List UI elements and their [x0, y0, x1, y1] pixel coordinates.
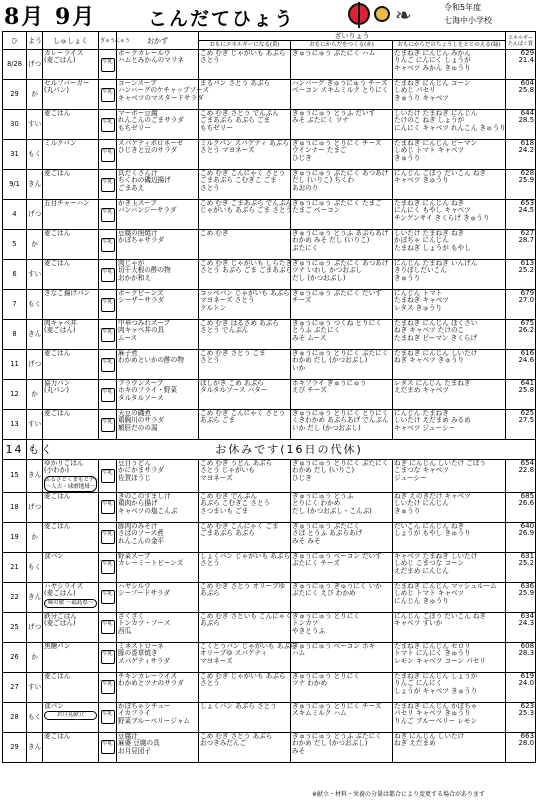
milk-cell [99, 460, 117, 493]
col-header-yellow: おもにエネルギーになる(黄) [199, 41, 291, 50]
day-cell: 19 [3, 522, 27, 552]
page-title: こんだてひょう [148, 8, 296, 30]
energy-cell: 663 28.0 [506, 732, 536, 762]
green-ingredients: たまねぎ にんじん かぼちゃ パセリ キャベツ きゅうり りんご ブルーベリー レモン [393, 702, 506, 732]
green-ingredients: たまねぎ にんじん コーン しめじ パセリ きゅうり キャベツ [393, 80, 506, 110]
table-row [3, 522, 536, 552]
table-row [3, 110, 536, 140]
milk-carton-icon: 牛乳 [101, 710, 115, 724]
dish-cell: ざくざく トンカツ・ソース 西瓜 [117, 612, 199, 642]
bee-icon [374, 6, 390, 22]
milk-cell [99, 492, 117, 522]
table-row [3, 612, 536, 642]
green-ingredients: しいたけ たまねぎ にんじん たけのこ ねぎ しょうが にんにく キャベツ れんこん きゅうり [393, 110, 506, 140]
col-group-ingredients: ざいりょう [199, 32, 506, 41]
day-cell: 8 [3, 320, 27, 350]
col-header-red: おもにからだをつくる(赤) [291, 41, 393, 50]
day-cell: 26 [3, 642, 27, 672]
staple-cell: きなこ揚げパン [43, 290, 99, 320]
yellow-ingredients: こめ むぎ こんにゃく ごま ごまあぶら あぶら [199, 522, 291, 552]
red-ingredients: ぎゅうにゅう ベーコン だいず ぶたにく チーズ [291, 552, 393, 582]
milk-carton-icon: 牛乳 [101, 680, 115, 694]
weekday-cell: すい [27, 410, 43, 440]
staple-cell: 麦ごはん [43, 170, 99, 200]
staple-cell: 麦ごはん [43, 732, 99, 762]
weekday-cell: か [27, 80, 43, 110]
weekday-cell: げつ [27, 350, 43, 380]
milk-cell [99, 140, 117, 170]
weekday-cell: もく [27, 290, 43, 320]
yellow-ingredients: こめ むぎ はるさめ あぶら さとう でんぷん [199, 320, 291, 350]
milk-cell [99, 410, 117, 440]
red-ingredients: ぎゅうにゅう とうふ ぶたにく わかめ だし (かつおぶし) みそ [291, 732, 393, 762]
energy-cell: 653 24.5 [506, 200, 536, 230]
energy-cell: 634 24.3 [506, 612, 536, 642]
theme-label: ふるさとくまもとデー ～人吉・球磨地域～ [45, 476, 101, 490]
weekday-cell: きん [27, 460, 43, 493]
milk-cell [99, 642, 117, 672]
staple-cell: 麦ごはん [43, 410, 99, 440]
green-ingredients: たまねぎ にんじん しょうが りんご にんにく しょうが キャベツ きゅうり [393, 672, 506, 702]
yellow-ingredients: こめ むぎ [199, 230, 291, 260]
dish-cell: かき玉スープ バンバンジーサラダ [117, 200, 199, 230]
red-ingredients: ぎゅうにゅう とりにく トンカツ やきとうふ [291, 612, 393, 642]
table-row [3, 440, 536, 460]
leaf-icon: ❧ [395, 3, 412, 27]
red-ingredients: ぎゅうにゅう ぶたにく ハム [291, 50, 393, 80]
day-cell: 9/1 [3, 170, 27, 200]
table-row [3, 672, 536, 702]
milk-carton-icon: 牛乳 [101, 148, 115, 162]
footnote: ※献立・材料・栄養の分量は都合により変更する場合があります [312, 791, 486, 798]
milk-cell [99, 320, 117, 350]
green-ingredients: たまねぎ にんじん セロリ トマト にんにく きゅうり レモン キャベツ コーン パセリ [393, 642, 506, 672]
milk-cell [99, 290, 117, 320]
milk-cell [99, 80, 117, 110]
staple-cell: カレーライス (麦ごはん) [43, 50, 99, 80]
milk-cell [99, 582, 117, 612]
yellow-ingredients: こめ むぎ うどん あぶら さとう じゃがいも マヨネーズ [199, 460, 291, 493]
milk-cell [99, 552, 117, 582]
red-ingredients: ぎゅうにゅう ぶたにく だいず チーズ [291, 290, 393, 320]
weekday-cell: すい [27, 110, 43, 140]
red-ingredients: ぎゅうにゅう ぶたにく あつあげ だし (いりこ) ちくわ あおのり [291, 170, 393, 200]
staple-cell: 麦ごはん [43, 110, 99, 140]
milk-cell [99, 200, 117, 230]
day-cell: 25 [3, 612, 27, 642]
yellow-ingredients: コッペパン じゃがいも あぶら マヨネーズ さとう クルトン [199, 290, 291, 320]
col-header-energy: エネルギー たんぱく質 [506, 32, 536, 50]
weekday-cell: きん [27, 170, 43, 200]
milk-cell [99, 380, 117, 410]
milk-cell [99, 50, 117, 80]
weekday-cell: か [27, 522, 43, 552]
page-header [0, 0, 537, 30]
green-ingredients: にんじん たまねぎ しいたけ えだまめ みるめ キャベツ ジューシー [393, 410, 506, 440]
dish-cell: コーンスープ ハンバーグのケチャップソース キャベツのマスタードサラダ [117, 80, 199, 110]
col-header-milk: ぎゅうにゅう [99, 32, 117, 50]
green-ingredients: だいこん にんじん ねぎ しょうが もやし きゅうり [393, 522, 506, 552]
dish-cell: 豆腐汁 麻婆 豆腐の具 お月見団子 [117, 732, 199, 762]
green-ingredients: レタス にんじん たまねぎ えだまめ キャベツ [393, 380, 506, 410]
yellow-ingredients: こめ むぎ さとう オリーブゆ あぶら [199, 582, 291, 612]
green-ingredients: たまねぎ にんじん マッシュルーム しめじ トマト キャベツ にんじん きゅうり [393, 582, 506, 612]
red-ingredients: ぎゅうにゅう つくね とりにく とうふ ぶたにく みそ ムース [291, 320, 393, 350]
weekday-cell: すい [27, 672, 43, 702]
weekday-cell: もく [27, 552, 43, 582]
milk-carton-icon: 牛乳 [101, 178, 115, 192]
red-ingredients: ぎゅうにゅう とうふ あぶらあげ わかめ みそ だし (いりこ) ぶたにく [291, 230, 393, 260]
dish-cell: ハヤシルウ シーフードサラダ [117, 582, 199, 612]
day-cell: 22 [3, 582, 27, 612]
day-cell: 28 [3, 702, 27, 732]
table-row [3, 702, 536, 732]
menu-table [2, 31, 536, 763]
energy-cell: 640 26.9 [506, 522, 536, 552]
dish-cell: きのこのすまし汁 鶏肉から揚げ キャベツの塩こんぶ [117, 492, 199, 522]
milk-carton-icon: 牛乳 [101, 358, 115, 372]
milk-cell [99, 170, 117, 200]
yellow-ingredients: こめ むぎ こんにゃく さとう あぶら ごま [199, 410, 291, 440]
milk-cell [99, 702, 117, 732]
weekday-cell: か [27, 380, 43, 410]
energy-cell: 675 26.2 [506, 320, 536, 350]
milk-carton-icon: 牛乳 [101, 620, 115, 634]
dish-cell: マーボー豆腐 れんこんのごまサラダ もちゼリー [117, 110, 199, 140]
dish-cell: 豚肉のみそ汁 さばのソース煮 れんこんの金平 [117, 522, 199, 552]
staple-cell: 五目チャーハン [43, 200, 99, 230]
green-ingredients: にんじん ごぼう だいこん ねぎ キャベツ きゅうり [393, 170, 506, 200]
red-ingredients: ぎゅうにゅう とりにく チーズ ウインナー たまご ひじき [291, 140, 393, 170]
yellow-ingredients: こめ むぎ ごまあぶら でんぷん じゃがいも あぶら ごま さとう [199, 200, 291, 230]
green-ingredients: ねぎ にんじん しいたけ ごぼう こまつな キャベツ ジューシー [393, 460, 506, 493]
green-ingredients: にんじん トマト たまねぎ キャベツ レタス きゅうり [393, 290, 506, 320]
table-row [3, 410, 536, 440]
staple-cell: 麦ごはん [43, 492, 99, 522]
green-ingredients: ねぎ えのきだけ キャベツ しいたけ にんじん きゅうり [393, 492, 506, 522]
milk-cell [99, 230, 117, 260]
dish-cell: 豆腐の照焼汁 かぼちゃサラダ [117, 230, 199, 260]
weekday-cell: きん [27, 582, 43, 612]
milk-cell [99, 522, 117, 552]
weekday-cell: か [27, 230, 43, 260]
staple-cell: ハヤシライス (麦ごはん) 味の旅 ～福島県～ [43, 582, 99, 612]
yellow-ingredients: ミルクパン スパゲティ あぶら さとう マヨネーズ [199, 140, 291, 170]
staple-cell: 麦ごはん [43, 230, 99, 260]
yellow-ingredients: こめ むぎ さといも こんにゃく あぶら [199, 612, 291, 642]
milk-carton-icon: 牛乳 [101, 530, 115, 544]
yellow-ingredients: こくとうパン じゃがいも あぶら オリーブゆ スパゲティ マヨネーズ [199, 642, 291, 672]
red-ingredients: ぎゅうにゅう とりにく ツナ わかめ [291, 672, 393, 702]
day-cell: 8/28 [3, 50, 27, 80]
dish-cell: 中華つみれスープ 肉キャベ丼の具 ムース [117, 320, 199, 350]
table-row [3, 200, 536, 230]
red-ingredients: ぎゅうにゅう ぶたにく たまご たまご ベーコン [291, 200, 393, 230]
day-cell: 11 [3, 350, 27, 380]
day-cell: 29 [3, 732, 27, 762]
table-row [3, 50, 536, 80]
yellow-ingredients: こめ むぎ さとう ごま さとう [199, 350, 291, 380]
milk-carton-icon: 牛乳 [101, 418, 115, 432]
menu-body [3, 50, 536, 763]
table-row [3, 552, 536, 582]
table-row [3, 290, 536, 320]
table-row [3, 732, 536, 762]
red-ingredients: ぎゅうにゅう ぎゅうにく いか ぶたにく えび わかめ [291, 582, 393, 612]
weekday-cell: げつ [27, 492, 43, 522]
col-header-day: ひ [3, 32, 27, 50]
theme-label: お月見献立 [44, 711, 97, 720]
day-cell: 6 [3, 260, 27, 290]
staple-cell: 麦ごはん [43, 260, 99, 290]
staple-cell: 麦ごはん [43, 672, 99, 702]
green-ingredients: たまねぎ にんじん ほくさい ねぎ キャベツ たけのこ たまねぎ ピーマン きくらげ [393, 320, 506, 350]
energy-cell: 623 25.3 [506, 702, 536, 732]
milk-cell [99, 260, 117, 290]
energy-cell: 629 21.4 [506, 50, 536, 80]
energy-cell: 644 28.5 [506, 110, 536, 140]
milk-carton-icon: 牛乳 [101, 740, 115, 754]
milk-cell [99, 110, 117, 140]
milk-cell [99, 672, 117, 702]
weekday-cell: すい [27, 260, 43, 290]
ladybug-icon [348, 3, 370, 25]
milk-carton-icon: 牛乳 [101, 58, 115, 72]
col-header-weekday: よう [27, 32, 43, 50]
energy-cell: 627 28.7 [506, 230, 536, 260]
milk-carton-icon: 牛乳 [101, 469, 115, 483]
school-year: 令和5年度 [444, 3, 482, 12]
yellow-ingredients: ほしがき こめ あぶら タルタルソース バター [199, 380, 291, 410]
milk-cell [99, 350, 117, 380]
red-ingredients: ぎゅうにゅう とりにく とりにく くきわかめ あぶらあげ でんぷん いか だし (かつおぶし) [291, 410, 393, 440]
milk-cell [99, 612, 117, 642]
staple-cell: 食パン お月見献立 [43, 702, 99, 732]
yellow-ingredients: こめ むぎ じゃがいも あぶら さとう [199, 50, 291, 80]
dish-cell: 野菜スープ カレーミートビーンズ [117, 552, 199, 582]
day-cell: 18 [3, 492, 27, 522]
milk-carton-icon: 牛乳 [101, 118, 115, 132]
milk-cell [99, 732, 117, 762]
staple-cell: ミルクパン [43, 140, 99, 170]
energy-cell: 641 25.8 [506, 380, 536, 410]
weekday-cell: げつ [27, 50, 43, 80]
energy-cell: 619 24.0 [506, 672, 536, 702]
weekday-cell: か [27, 642, 43, 672]
staple-cell: 協力パン (丸パン) [43, 380, 99, 410]
table-row [3, 140, 536, 170]
yellow-ingredients: こめ むぎ さとう あぶら おつきみだんご [199, 732, 291, 762]
energy-cell: 631 25.2 [506, 552, 536, 582]
dish-cell: ミネストローネ 豚の香草焼き スパゲティサラダ [117, 642, 199, 672]
day-cell: 31 [3, 140, 27, 170]
dish-cell: 天豆の磯煮 鶏胸川のサラダ 額肝だのの湯 [117, 410, 199, 440]
table-row [3, 80, 536, 110]
col-header-staple: しゅしょく [43, 32, 99, 50]
day-cell: 13 [3, 410, 27, 440]
day-cell: 27 [3, 672, 27, 702]
table-row [3, 582, 536, 612]
green-ingredients: たまねぎ にんじん ピーマン しめじ トマト キャベツ きゅうり [393, 140, 506, 170]
day-cell: 7 [3, 290, 27, 320]
dish-cell: スパゲティボロネーゼ ひじきと豆のサラダ [117, 140, 199, 170]
table-row [3, 320, 536, 350]
dish-cell: ポークビーンズ シーザーサラダ [117, 290, 199, 320]
table-row [3, 642, 536, 672]
milk-carton-icon: 牛乳 [101, 590, 115, 604]
table-row [3, 350, 536, 380]
milk-carton-icon: 牛乳 [101, 298, 115, 312]
energy-cell: 628 25.9 [506, 170, 536, 200]
red-ingredients: ぎゅうにゅう ぶたにく さば とうふ あぶらあげ みそ みそ [291, 522, 393, 552]
dish-cell: 豆目うどん かにかまサラダ 佐賀ほうじ [117, 460, 199, 493]
red-ingredients: ぎゅうにゅう ぶたにく あつあげ ツナ いわし かつおぶし だし (かつおぶし) [291, 260, 393, 290]
energy-cell: 608 28.3 [506, 642, 536, 672]
yellow-ingredients: まるパン さとう あぶら [199, 80, 291, 110]
dish-cell: 具だくさん汁 ちくわの磯辺揚げ ごまあえ [117, 170, 199, 200]
table-row [3, 230, 536, 260]
day-cell: 21 [3, 552, 27, 582]
energy-cell: 654 22.8 [506, 460, 536, 493]
staple-cell: 肉キャベ丼 (麦ごはん) [43, 320, 99, 350]
month-label: 8月 9月 [4, 4, 97, 30]
green-ingredients: しいたけ たまねぎ ねぎ かぼちゃ にんじん たまねぎ しょうが もやし [393, 230, 506, 260]
green-ingredients: たまねぎ にんじん しいたけ ねぎ キャベツ きゅうり [393, 350, 506, 380]
holiday-note: お休みです(16日の代休) [43, 440, 536, 460]
staple-cell: 麦ごはん [43, 522, 99, 552]
red-ingredients: ホキフライ ぎゅうにゅう えび チーズ [291, 380, 393, 410]
milk-carton-icon: 牛乳 [101, 208, 115, 222]
day-cell: 29 [3, 80, 27, 110]
theme-label: 味の旅 ～福島県～ [44, 599, 97, 608]
yellow-ingredients: しょくパン じゃがいも あぶら さとう [199, 552, 291, 582]
milk-carton-icon: 牛乳 [101, 238, 115, 252]
yellow-ingredients: こめ むぎ さとう でんぷん ごまあぶら あぶら ごま もちゼリー [199, 110, 291, 140]
red-ingredients: ぎゅうにゅう とりにく ぶたにく わかめ だし (かつおぶし) いか [291, 350, 393, 380]
energy-cell: 613 25.2 [506, 260, 536, 290]
school-name: 七海中小学校 [444, 16, 492, 25]
green-ingredients: ねぎ にんじん しいたけ ねぎ えだまめ [393, 732, 506, 762]
dish-cell: 麻子煮 わかめといかの酢の物 [117, 350, 199, 380]
milk-carton-icon: 牛乳 [101, 268, 115, 282]
green-ingredients: たまねぎ にんじん ねぎ にんにく もやし キャベツ チンゲンサイ きくらげ きゅうり [393, 200, 506, 230]
weekday-cell: きん [27, 732, 43, 762]
dish-cell: ポークカレールウ ハムとみかんのマリネ [117, 50, 199, 80]
milk-carton-icon: 牛乳 [101, 650, 115, 664]
red-ingredients: ぎゅうにゅう とりにく チーズ スキムミルク ハム [291, 702, 393, 732]
energy-cell: 679 27.0 [506, 290, 536, 320]
staple-cell: 食パン [43, 552, 99, 582]
milk-carton-icon: 牛乳 [101, 88, 115, 102]
yellow-ingredients: しょくパン あぶら さとう [199, 702, 291, 732]
red-ingredients: ぎゅうにゅう とうふ とりにく わかめ だし (かつおぶし・こんぶ) [291, 492, 393, 522]
dish-cell: チキンカレーライス わかめとツナのサラダ [117, 672, 199, 702]
weekday-cell: もく [27, 702, 43, 732]
green-ingredients: たまねぎ にんじん みかん りんご にんにく しょうが キャベツ みかん きゅうり [393, 50, 506, 80]
energy-cell: 618 24.2 [506, 140, 536, 170]
energy-cell: 636 25.9 [506, 582, 536, 612]
energy-cell: 685 26.6 [506, 492, 536, 522]
yellow-ingredients: こめ むぎ じゃがいも しらたき さとう あぶら ごま ごまあぶら [199, 260, 291, 290]
red-ingredients: ぎゅうにゅう とうふ だいず みそ ぶたにく ツナ [291, 110, 393, 140]
green-ingredients: キャベツ たまねぎ しいたけ しめじ こまつな コーン えだまめ にんじん [393, 552, 506, 582]
green-ingredients: にんじん ごぼう だいこん ねぎ キャベツ すいか [393, 612, 506, 642]
energy-cell: 604 25.8 [506, 80, 536, 110]
yellow-ingredients: こめ むぎ こんにゃく さとう ごまあぶら こむぎこ ごま さとう [199, 170, 291, 200]
table-row [3, 460, 536, 493]
staple-cell: 鉄分ごはん (麦ごはん) [43, 612, 99, 642]
day-cell: 12 [3, 380, 27, 410]
milk-carton-icon: 牛乳 [101, 500, 115, 514]
col-header-dish: おかず [117, 32, 199, 50]
dish-cell: かぼちゃシチュー イカフライ 野菜ブルーベリージャム [117, 702, 199, 732]
day-cell: 30 [3, 110, 27, 140]
table-row [3, 492, 536, 522]
green-ingredients: にんじん たまねぎ いんげん きりぼしだいこん きゅうり [393, 260, 506, 290]
weekday-cell: げつ [27, 200, 43, 230]
energy-cell: 616 24.6 [506, 350, 536, 380]
yellow-ingredients: こめ むぎ でんぷん あぶら こむぎこ さとう さつまいも ごま [199, 492, 291, 522]
red-ingredients: ぎゅうにゅう ベーコン ホキ ハム [291, 642, 393, 672]
staple-cell: ゆかりごはん (小わか) ふるさとくまもとデー ～人吉・球磨地域～ [43, 460, 99, 493]
milk-carton-icon: 牛乳 [101, 560, 115, 574]
table-row [3, 380, 536, 410]
weekday-cell: きん [27, 320, 43, 350]
dish-cell: 肉じゃが 切干大根の酢の物 おかか和え [117, 260, 199, 290]
red-ingredients: ぎゅうにゅう とりにく ぶたにく わかめ だし (いりこ) ひじき [291, 460, 393, 493]
staple-cell: セルフバーガー (丸パン) [43, 80, 99, 110]
energy-cell: 625 27.5 [506, 410, 536, 440]
milk-carton-icon: 牛乳 [101, 388, 115, 402]
table-row [3, 260, 536, 290]
day-cell: 14 [3, 440, 27, 460]
staple-cell: 黒糖パン [43, 642, 99, 672]
yellow-ingredients: こめ むぎ じゃがいも あぶら さとう [199, 672, 291, 702]
milk-carton-icon: 牛乳 [101, 328, 115, 342]
col-header-green: おもにからだのちょうしをととのえる(緑) [393, 41, 506, 50]
dish-cell: ブラウンスープ ホキのフライ・野菜 タルタルソース [117, 380, 199, 410]
weekday-cell: もく [27, 140, 43, 170]
day-cell: 4 [3, 200, 27, 230]
staple-cell: 麦ごはん [43, 350, 99, 380]
weekday-cell: げつ [27, 612, 43, 642]
weekday-cell: もく [27, 440, 43, 460]
day-cell: 5 [3, 230, 27, 260]
table-row [3, 170, 536, 200]
day-cell: 15 [3, 460, 27, 493]
red-ingredients: ハンバーグ ぎゅうにゅう チーズ ベーコン スキムミルク とりにく [291, 80, 393, 110]
